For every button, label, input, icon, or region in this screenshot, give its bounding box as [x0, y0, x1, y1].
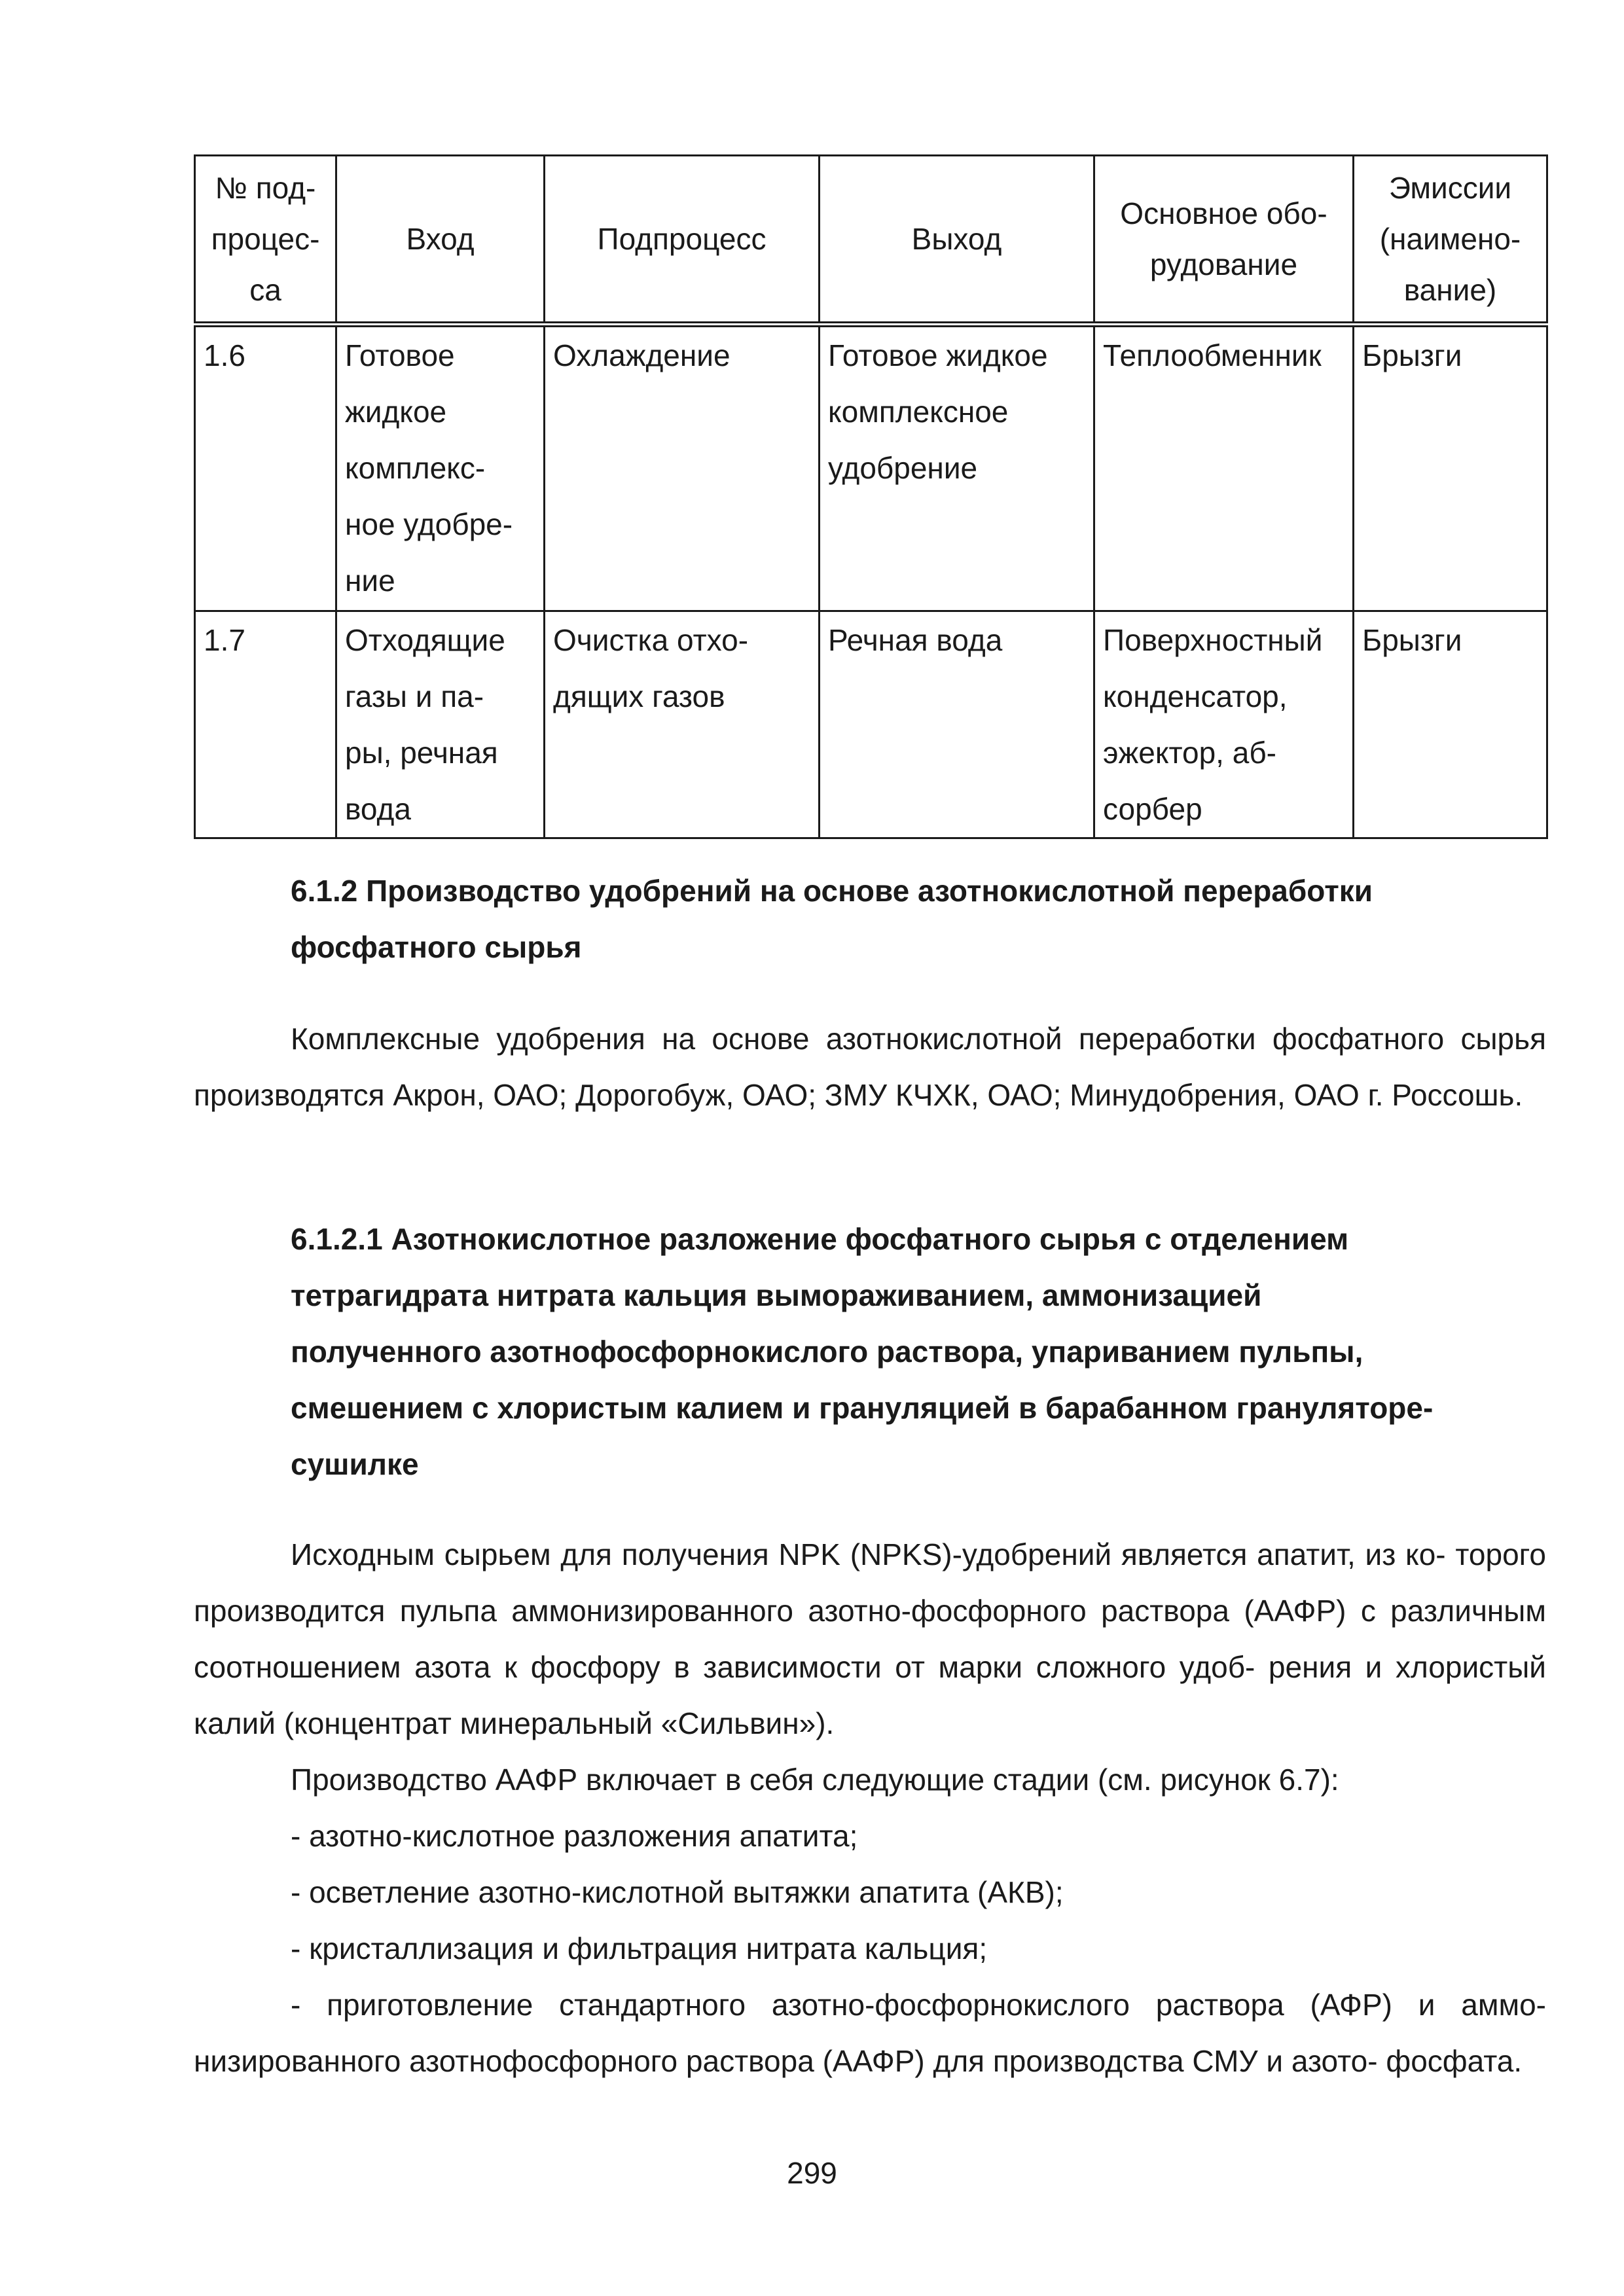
table-header-row [195, 156, 1547, 325]
table-cell: Охлаждение [545, 325, 820, 611]
table-cell: 1.7 [195, 611, 336, 838]
header-equipment: Основное обо- рудование [1094, 156, 1354, 325]
table-cell: Готовое жидкое комплекс- ное удобре- ние [336, 325, 545, 611]
table-row [195, 325, 1547, 611]
table-cell: Брызги [1354, 611, 1547, 838]
table-row [195, 611, 1547, 838]
list-item: - азотно-кислотное разложения апатита; [291, 1819, 858, 1853]
list-item: - осветление азотно-кислотной вытяжки апатита (АКВ); [291, 1875, 1064, 1909]
table-cell: Теплообменник [1094, 325, 1354, 611]
table-cell: Поверхностный конденсатор, эжектор, аб- сорбер [1094, 611, 1354, 838]
list-item: - приготовление стандартного азотно-фосфорнокислого раствора (АФР) и аммо- низированного азотнофосфорного раствора (ААФР) для производства СМУ и азото- фосфата. [194, 1988, 1546, 2078]
section-paragraph: Комплексные удобрения на основе азотнокислотной переработки фосфатного сырья производятся Акрон, ОАО; Дорогобуж, ОАО; ЗМУ КЧХК, ОАО; Минудобрения, ОАО г. Россошь. [194, 1022, 1546, 1112]
section-heading-6-1-2-1: 6.1.2.1 Азотнокислотное разложение фосфатного сырья с отделением тетрагидрата нитрата кальция вымораживанием, аммонизацией полученного азотнофосфорнокислого раствора, упариванием пульпы, смешением с хлористым калием и грануляцией в барабанном грануляторе- сушилке [291, 1222, 1434, 1481]
header-subprocess-number: № под- процес- са [195, 156, 336, 325]
header-input: Вход [336, 156, 545, 325]
process-table [194, 154, 1548, 839]
list-item: - кристаллизация и фильтрация нитрата кальция; [291, 1931, 988, 1965]
table-cell: 1.6 [195, 325, 336, 611]
header-output: Выход [820, 156, 1094, 325]
table-cell: Речная вода [820, 611, 1094, 838]
section-heading-6-1-2: 6.1.2 Производство удобрений на основе азотнокислотной переработки фосфатного сырья [291, 874, 1373, 964]
table-cell: Готовое жидкое комплексное удобрение [820, 325, 1094, 611]
table-cell: Брызги [1354, 325, 1547, 611]
body-paragraph: Исходным сырьем для получения NPK (NPKS)-удобрений является апатит, из ко- торого производится пульпа аммонизированного азотно-фосфорного раствора (ААФР) с различным соотношением азота к фосфору в зависимости от марки сложного удоб- рения и хлористый калий (концентрат минеральный «Сильвин»). [194, 1537, 1546, 1740]
table-cell: Очистка отхо- дящих газов [545, 611, 820, 838]
body-paragraph: Производство ААФР включает в себя следующие стадии (см. рисунок 6.7): [291, 1763, 1339, 1797]
header-emissions: Эмиссии (наимено- вание) [1354, 156, 1547, 325]
page-number: 299 [787, 2156, 837, 2190]
table-cell: Отходящие газы и па- ры, речная вода [336, 611, 545, 838]
header-subprocess: Подпроцесс [545, 156, 820, 325]
